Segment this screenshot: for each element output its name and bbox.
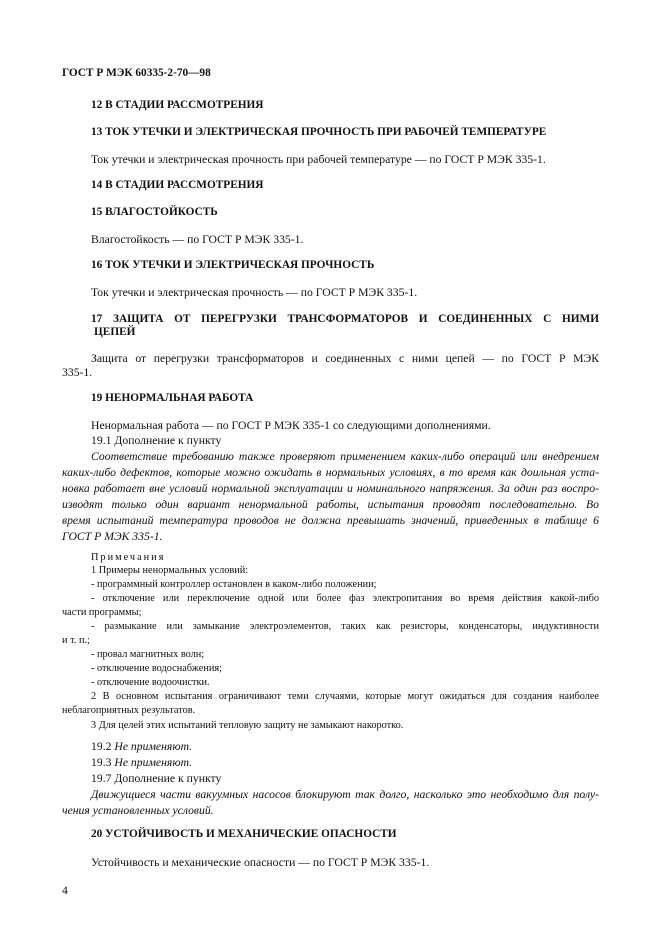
section-17-title-line-1: 17 ЗАЩИТА ОТ ПЕРЕГРУЗКИ ТРАНСФОРМАТОРОВ И СОЕДИНЕННЫХ С НИМИ <box>91 313 599 325</box>
note-line: - отключение водоочистки. <box>91 677 210 688</box>
note-line: - отключение водоснабжения; <box>91 663 222 674</box>
notes-label: Примечания <box>91 552 166 563</box>
note-line: части программы; <box>62 607 142 618</box>
clause-19-2-text: Не применяют. <box>114 740 193 753</box>
section-17-text-line-2: 335-1. <box>62 366 93 379</box>
note-line: 1 Примеры ненормальных условий: <box>91 565 249 576</box>
clause-19-1-line-5: время испытаний температура проводов не должна превышать значений, приведенных в таблице 6 <box>62 514 599 527</box>
section-13-text: Ток утечки и электрическая прочность при рабочей температуре — по ГОСТ Р МЭК 335-1. <box>91 153 546 166</box>
section-19-text: Ненормальная работа — по ГОСТ Р МЭК 335-1 со следующими дополнениями. <box>91 419 491 432</box>
clause-19-1-line-2: каких-либо дефектов, которые можно ожидать в нормальных условиях, в то время как доильная уста- <box>62 466 599 479</box>
section-17-title-line-2: ЦЕПЕЙ <box>94 326 136 338</box>
clause-19-3 <box>91 757 192 769</box>
section-12-title: 12 В СТАДИИ РАССМОТРЕНИЯ <box>91 99 264 111</box>
note-line: - размыкание или замыкание электроэлементов, таких как резисторы, конденсаторы, индуктивности <box>91 621 599 632</box>
section-17-text-line-1: Защита от перегрузки трансформаторов и соединенных с ними цепей — по ГОСТ Р МЭК <box>91 352 599 365</box>
section-15-title: 15 ВЛАГОСТОЙКОСТЬ <box>91 206 218 218</box>
note-line: 3 Для целей этих испытаний тепловую защиту не замыкают накоротко. <box>91 720 404 731</box>
clause-19-1-line-1: Соответствие требованию также проверяют применением каких-либо операций или внедрением <box>91 450 599 463</box>
clause-19-1-line-3: новка работает вне условий нормальной эксплуатации и номинального напряжения. За один раз воспро- <box>62 482 599 495</box>
clause-19-2-number: 19.2 <box>91 740 112 753</box>
note-line: - программный контроллер остановлен в каком-либо положении; <box>91 579 377 590</box>
section-14-title: 14 В СТАДИИ РАССМОТРЕНИЯ <box>91 179 264 191</box>
clause-19-1-line-6: ГОСТ Р МЭК 335-1. <box>62 530 163 543</box>
section-19-title: 19 НЕНОРМАЛЬНАЯ РАБОТА <box>91 392 254 404</box>
clause-19-3-number: 19.3 <box>91 756 112 769</box>
section-16-text: Ток утечки и электрическая прочность — по ГОСТ Р МЭК 335-1. <box>91 286 418 299</box>
clause-19-7-line-1: Движущиеся части вакуумных насосов блокируют так долго, насколько это необходимо для полу- <box>91 788 599 801</box>
note-line: и т. п.; <box>62 635 90 646</box>
clause-19-1-label: 19.1 Дополнение к пункту <box>91 434 222 447</box>
clause-19-7-line-2: чения установленных условий. <box>62 804 214 817</box>
section-15-text: Влагостойкость — по ГОСТ Р МЭК 335-1. <box>91 233 304 246</box>
clause-19-2 <box>91 741 192 753</box>
clause-19-7-label: 19.7 Дополнение к пункту <box>91 772 222 785</box>
note-line: - отключение или переключение одной или более фаз электропитания во время действия какой-либо <box>91 593 599 604</box>
note-line: - провал магнитных волн; <box>91 649 205 660</box>
section-20-title: 20 УСТОЙЧИВОСТЬ И МЕХАНИЧЕСКИЕ ОПАСНОСТИ <box>91 828 397 840</box>
clause-19-3-text: Не применяют. <box>114 756 193 769</box>
page-header: ГОСТ Р МЭК 60335-2-70—98 <box>62 67 211 79</box>
section-13-title: 13 ТОК УТЕЧКИ И ЭЛЕКТРИЧЕСКАЯ ПРОЧНОСТЬ ПРИ РАБОЧЕЙ ТЕМПЕРАТУРЕ <box>91 126 547 138</box>
note-line: неблагоприятных результатов. <box>62 705 196 716</box>
note-line: 2 В основном испытания ограничивают теми случаями, которые могут ожидаться для создания наиболее <box>91 691 599 702</box>
clause-19-1-line-4: изводят только один вариант ненормальной работы, испытания проводят последовательно. Во <box>62 498 599 511</box>
page-number: 4 <box>62 884 68 897</box>
section-16-title: 16 ТОК УТЕЧКИ И ЭЛЕКТРИЧЕСКАЯ ПРОЧНОСТЬ <box>91 259 375 271</box>
section-20-text: Устойчивость и механические опасности — по ГОСТ Р МЭК 335-1. <box>91 856 430 869</box>
